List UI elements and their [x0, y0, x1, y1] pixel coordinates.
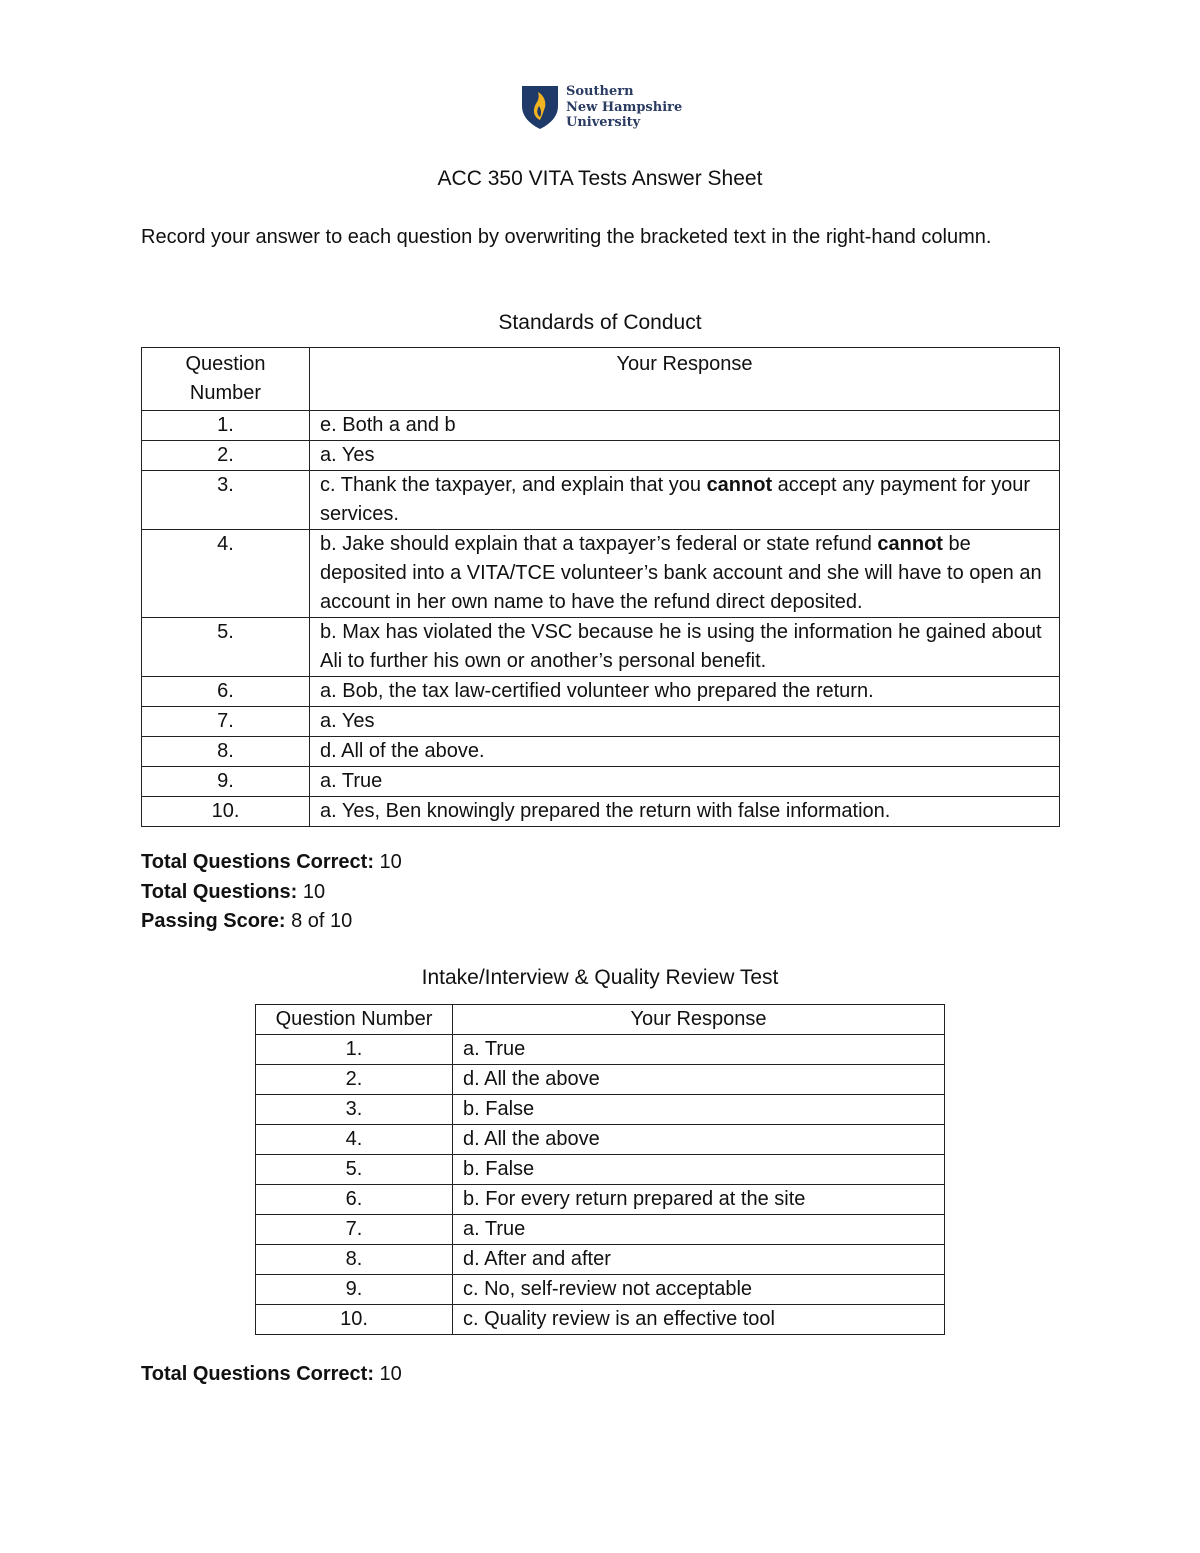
table-row	[256, 1275, 945, 1305]
question-number: 4.	[142, 530, 310, 618]
question-number: 3.	[256, 1095, 453, 1125]
response-cell[interactable]	[310, 797, 1060, 827]
question-number: 1.	[142, 411, 310, 441]
emphasis-text: cannot	[706, 474, 773, 496]
table-row	[256, 1215, 945, 1245]
response-cell[interactable]	[453, 1215, 945, 1245]
question-number: 8.	[256, 1245, 453, 1275]
logo-line-3: University	[566, 115, 641, 130]
response-cell[interactable]	[453, 1245, 945, 1275]
table-row	[142, 411, 1060, 441]
standards-of-conduct-table	[141, 347, 1060, 827]
response-cell[interactable]	[310, 707, 1060, 737]
table-row	[142, 530, 1060, 618]
col-header-question: Question Number	[256, 1005, 453, 1035]
table-row	[142, 707, 1060, 737]
question-number: 2.	[256, 1065, 453, 1095]
shield-flame-icon	[520, 84, 560, 130]
response-text: a. True	[463, 1038, 526, 1060]
response-text: b. False	[463, 1158, 535, 1180]
response-text: accept any payment for your services.	[320, 474, 1031, 525]
response-cell[interactable]	[310, 737, 1060, 767]
response-text: b. For every return prepared at the site	[463, 1188, 806, 1210]
summary-total-questions: Total Questions: 10	[141, 880, 326, 903]
summary-passing-score: Passing Score: 8 of 10	[141, 910, 353, 932]
response-cell[interactable]	[453, 1185, 945, 1215]
question-number: 6.	[142, 677, 310, 707]
question-number: 3.	[142, 471, 310, 530]
question-number: 10.	[256, 1305, 453, 1335]
table-header-row	[256, 1005, 945, 1035]
response-cell[interactable]	[310, 441, 1060, 471]
response-cell[interactable]	[310, 471, 1060, 530]
table-row	[142, 737, 1060, 767]
response-cell[interactable]	[453, 1305, 945, 1335]
quality-review-heading: Intake/Interview & Quality Review Test	[421, 966, 779, 989]
standards-summary	[141, 848, 402, 937]
table-row	[256, 1095, 945, 1125]
logo-line-2: New Hampshire	[566, 99, 683, 115]
question-number: 9.	[256, 1275, 453, 1305]
response-text: a. Bob, the tax law-certified volunteer who prepared the return.	[320, 680, 874, 702]
university-logo	[520, 84, 720, 134]
table-row	[142, 767, 1060, 797]
table-row	[256, 1035, 945, 1065]
response-text: a. Yes	[320, 710, 375, 732]
response-text: d. After and after	[463, 1248, 611, 1270]
question-number: 4.	[256, 1125, 453, 1155]
col-header-question: Question Number	[142, 348, 310, 411]
response-text: b. Jake should explain that a taxpayer’s federal or state refund	[320, 533, 878, 555]
response-text: be deposited into a VITA/TCE volunteer’s bank account and she will have to open an account in her own name to have the refund direct deposited.	[320, 533, 1042, 613]
quality-review-table	[255, 1004, 945, 1335]
response-text: a. True	[463, 1218, 526, 1240]
logo-wordmark	[566, 84, 682, 131]
table-row	[256, 1125, 945, 1155]
table-row	[256, 1305, 945, 1335]
response-cell[interactable]	[310, 767, 1060, 797]
emphasis-text: cannot	[877, 533, 943, 555]
document-title: ACC 350 VITA Tests Answer Sheet	[437, 167, 763, 190]
response-cell[interactable]	[453, 1275, 945, 1305]
table-row	[142, 618, 1060, 677]
response-cell[interactable]	[453, 1035, 945, 1065]
response-text: c. No, self-review not acceptable	[463, 1278, 753, 1300]
question-number: 1.	[256, 1035, 453, 1065]
question-number: 2.	[142, 441, 310, 471]
response-text: e. Both a and b	[320, 414, 456, 436]
question-number: 9.	[142, 767, 310, 797]
table-row	[256, 1245, 945, 1275]
standards-of-conduct-heading: Standards of Conduct	[498, 311, 702, 334]
question-number: 8.	[142, 737, 310, 767]
response-cell[interactable]	[310, 677, 1060, 707]
question-number: 7.	[142, 707, 310, 737]
instructions-text: Record your answer to each question by overwriting the bracketed text in the right-hand column.	[141, 226, 992, 248]
response-text: a. Yes	[320, 444, 375, 466]
question-number: 10.	[142, 797, 310, 827]
response-text: d. All the above	[463, 1068, 600, 1090]
response-cell[interactable]	[310, 411, 1060, 441]
table-row	[256, 1065, 945, 1095]
table-row	[142, 797, 1060, 827]
table-header-row	[142, 348, 1060, 411]
table-row	[256, 1185, 945, 1215]
logo-line-1: Southern	[566, 84, 634, 99]
response-cell[interactable]	[310, 530, 1060, 618]
summary-total-correct: Total Questions Correct: 10	[141, 851, 402, 873]
response-text: b. False	[463, 1098, 535, 1120]
response-text: d. All the above	[463, 1128, 600, 1150]
response-cell[interactable]	[453, 1125, 945, 1155]
response-text: a. Yes, Ben knowingly prepared the return with false information.	[320, 800, 891, 822]
response-cell[interactable]	[453, 1095, 945, 1125]
col-header-response: Your Response	[453, 1005, 945, 1035]
question-number: 5.	[256, 1155, 453, 1185]
response-text: a. True	[320, 770, 383, 792]
quality-review-summary	[141, 1360, 402, 1390]
question-number: 5.	[142, 618, 310, 677]
response-text: b. Max has violated the VSC because he is using the information he gained about Ali to further his own or another’s personal benefit.	[320, 621, 1042, 672]
response-cell[interactable]	[453, 1155, 945, 1185]
response-text: c. Quality review is an effective tool	[463, 1308, 775, 1330]
col-header-response: Your Response	[310, 348, 1060, 411]
table-row	[256, 1155, 945, 1185]
response-cell[interactable]	[453, 1065, 945, 1095]
response-text: c. Thank the taxpayer, and explain that you	[320, 474, 707, 496]
question-number: 7.	[256, 1215, 453, 1245]
summary-total-correct: Total Questions Correct: 10	[141, 1363, 402, 1385]
response-cell[interactable]	[310, 618, 1060, 677]
question-number: 6.	[256, 1185, 453, 1215]
table-row	[142, 677, 1060, 707]
table-row	[142, 471, 1060, 530]
table-row	[142, 441, 1060, 471]
response-text: d. All of the above.	[320, 740, 485, 762]
